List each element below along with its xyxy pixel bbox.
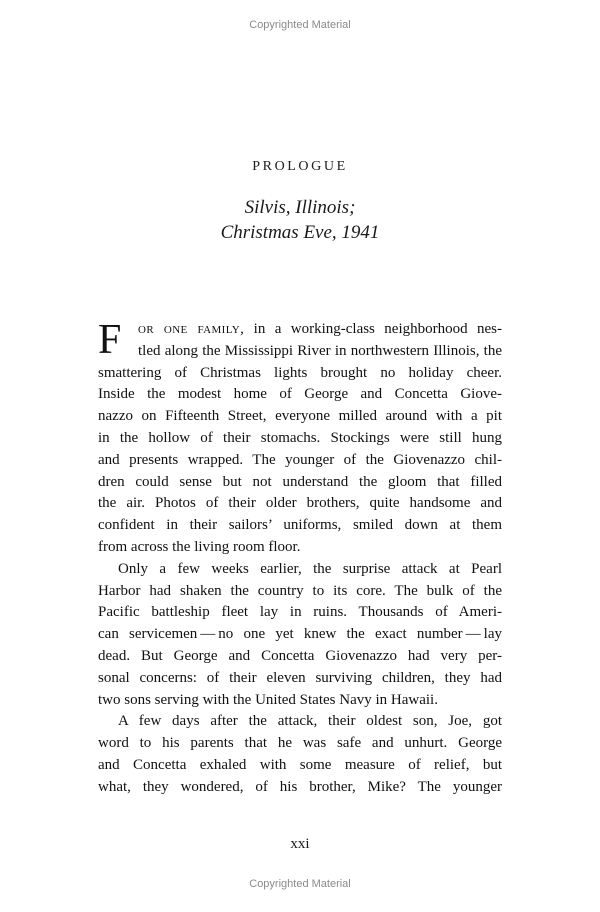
- text-line: from across the living room floor.: [98, 538, 301, 555]
- text-line: or one family, in a working-class neighborhood nes-: [138, 321, 502, 337]
- text-line: Inside the modest home of George and Concetta Giove-: [98, 386, 502, 403]
- text-line: Only a few weeks earlier, the surprise attack at Pearl: [118, 560, 502, 577]
- text-line: nazzo on Fifteenth Street, everyone milled around with a pit: [98, 408, 502, 425]
- text-line: and Concetta exhaled with some measure of relief, but: [98, 756, 502, 773]
- text-line: Harbor had shaken the country to its core. The bulk of the: [98, 582, 502, 599]
- text-line: confident in their sailors’ uniforms, smiled down at them: [98, 517, 502, 534]
- text-line: tled along the Mississippi River in northwestern Illinois, the: [138, 342, 502, 359]
- prologue-heading: PROLOGUE: [252, 159, 348, 174]
- text-line: dead. But George and Concetta Giovenazzo had very per-: [98, 647, 502, 664]
- copyright-notice-top: Copyrighted Material: [249, 19, 351, 31]
- text-line: Pacific battleship fleet lay in ruins. Thousands of Ameri-: [98, 604, 502, 621]
- text-line: sonal concerns: of their eleven surviving children, they had: [98, 669, 502, 686]
- text-line: what, they wondered, of his brother, Mike? The younger: [98, 778, 502, 795]
- text-line: and presents wrapped. The younger of the Giovenazzo chil-: [98, 451, 502, 468]
- body-text: [98, 319, 502, 799]
- drop-cap: F: [98, 317, 122, 363]
- text-line: can servicemen — no one yet knew the exact number — lay: [98, 626, 502, 643]
- chapter-subtitle: [0, 195, 600, 245]
- text-line: word to his parents that he was safe and unhurt. George: [98, 735, 502, 752]
- subtitle-place: Silvis, Illinois;: [244, 197, 356, 218]
- text-line: two sons serving with the United States Navy in Hawaii.: [98, 691, 438, 708]
- page-number: xxi: [290, 835, 310, 852]
- text-line: dren could sense but not understand the gloom that filled: [98, 473, 502, 490]
- text-line: smattering of Christmas lights brought no holiday cheer.: [98, 364, 502, 381]
- copyright-notice-bottom: Copyrighted Material: [249, 877, 351, 890]
- text-line: the air. Photos of their older brothers, quite handsome and: [98, 495, 502, 512]
- text-line: in the hollow of their stomachs. Stockings were still hung: [98, 429, 502, 446]
- small-caps-lead: or one family,: [138, 321, 245, 337]
- drop-cap-opening: [98, 319, 502, 363]
- text-line: A few days after the attack, their oldest son, Joe, got: [118, 713, 502, 730]
- subtitle-date: Christmas Eve, 1941: [220, 222, 380, 243]
